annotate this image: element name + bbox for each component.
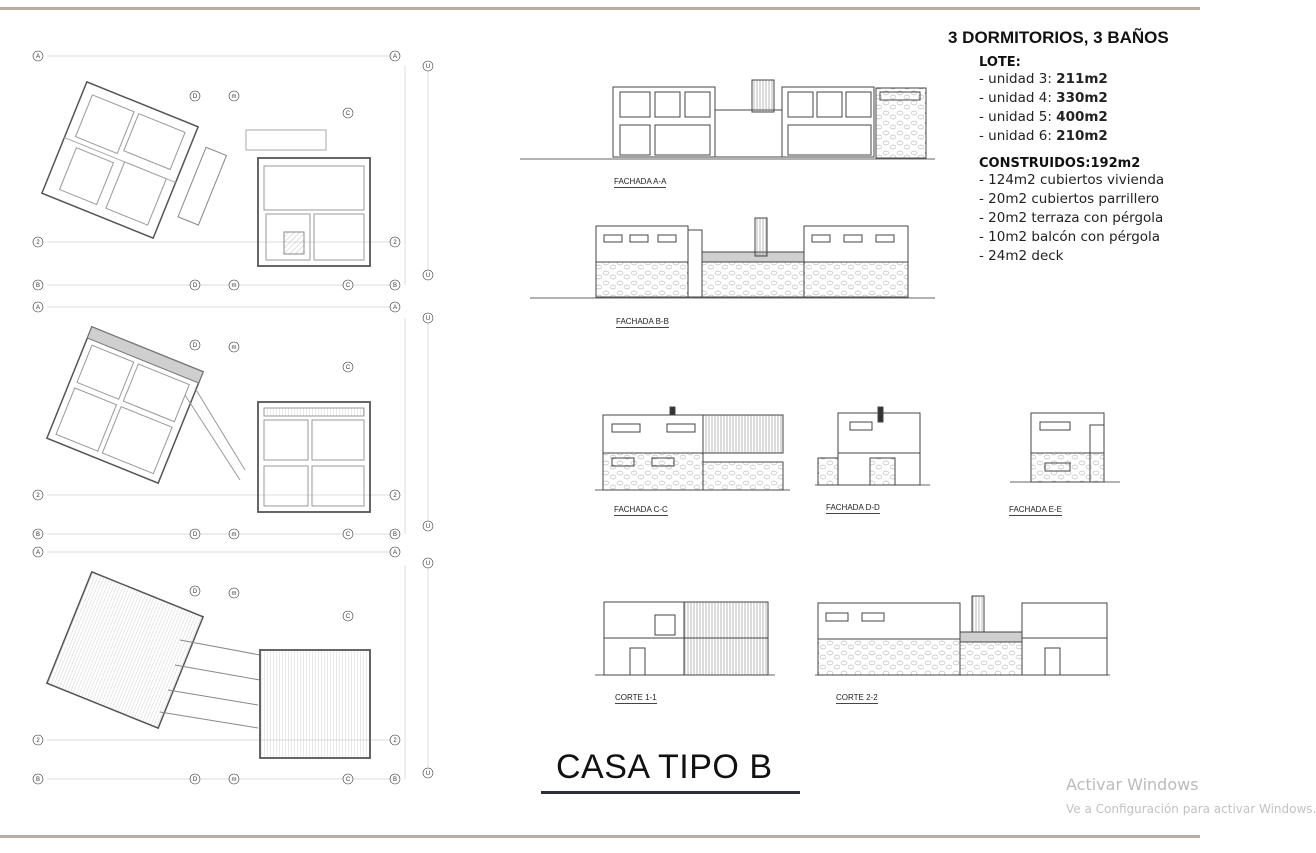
grid-label-d: D	[192, 94, 198, 100]
grid-label-b: B	[392, 532, 398, 538]
grid-label-a: A	[35, 54, 41, 60]
grid-label-u: U	[425, 771, 431, 777]
summary-title: 3 DORMITORIOS, 3 BAÑOS	[948, 28, 1169, 47]
grid-label-u: U	[425, 524, 431, 530]
grid-label-b: B	[35, 532, 41, 538]
grid-label-c: C	[345, 111, 351, 117]
grid-label-2: 2	[393, 493, 397, 499]
grid-label-b: B	[35, 777, 41, 783]
lote-item: - unidad 5: 400m2	[979, 109, 1108, 125]
main-title: CASA TIPO B	[556, 748, 773, 786]
grid-label-d: D	[192, 283, 198, 289]
construidos-item: - 20m2 terraza con pérgola	[979, 210, 1164, 226]
grid-label-u: U	[425, 316, 431, 322]
grid-label-a: A	[392, 305, 398, 311]
activation-watermark-line2: Ve a Configuración para activar Windows.	[1066, 802, 1316, 816]
grid-label-a: A	[392, 550, 398, 556]
lote-heading: LOTE:	[979, 55, 1021, 70]
grid-label-c: C	[345, 532, 351, 538]
grid-label-d: D	[192, 589, 198, 595]
elevation-label-a: FACHADA A-A	[614, 177, 667, 186]
grid-label-2: 2	[36, 493, 40, 499]
grid-label-c: C	[345, 365, 351, 371]
grid-label-m: m	[231, 777, 237, 783]
grid-label-b: B	[35, 283, 41, 289]
grid-label-d: D	[192, 777, 198, 783]
construidos-heading: CONSTRUIDOS:192m2	[979, 156, 1141, 171]
grid-label-m: m	[231, 283, 237, 289]
elevation-label-d: FACHADA D-D	[826, 503, 880, 512]
grid-label-b: B	[392, 283, 398, 289]
elevation-label-e: FACHADA E-E	[1009, 505, 1062, 514]
grid-label-2: 2	[393, 240, 397, 246]
grid-label-a: A	[35, 305, 41, 311]
lote-item: - unidad 3: 211m2	[979, 71, 1108, 87]
section-label-1: CORTE 1-1	[615, 693, 657, 702]
house-summary	[948, 28, 1200, 266]
construidos-item: - 24m2 deck	[979, 248, 1064, 264]
title-underline	[541, 791, 800, 794]
construidos-item: - 10m2 balcón con pérgola	[979, 229, 1161, 245]
section-label-2: CORTE 2-2	[836, 693, 878, 702]
grid-label-2: 2	[36, 738, 40, 744]
construidos-item: - 20m2 cubiertos parrillero	[979, 191, 1160, 207]
elevation-label-b: FACHADA B-B	[616, 317, 669, 326]
grid-label-2: 2	[36, 240, 40, 246]
grid-label-d: D	[192, 343, 198, 349]
elevation-label-c: FACHADA C-C	[614, 505, 668, 514]
grid-label-a: A	[392, 54, 398, 60]
grid-label-2: 2	[393, 738, 397, 744]
grid-label-u: U	[425, 273, 431, 279]
lote-item: - unidad 6: 210m2	[979, 128, 1108, 144]
activation-watermark-line1: Activar Windows	[1066, 775, 1199, 794]
grid-label-m: m	[231, 345, 237, 351]
lote-item: - unidad 4: 330m2	[979, 90, 1108, 106]
grid-label-c: C	[345, 777, 351, 783]
grid-label-c: C	[345, 614, 351, 620]
grid-label-b: B	[392, 777, 398, 783]
grid-label-m: m	[231, 591, 237, 597]
grid-label-m: m	[231, 532, 237, 538]
grid-label-m: m	[231, 94, 237, 100]
grid-label-u: U	[425, 561, 431, 567]
grid-label-a: A	[35, 550, 41, 556]
grid-label-c: C	[345, 283, 351, 289]
grid-label-d: D	[192, 532, 198, 538]
grid-label-u: U	[425, 64, 431, 70]
construidos-item: - 124m2 cubiertos vivienda	[979, 172, 1165, 188]
